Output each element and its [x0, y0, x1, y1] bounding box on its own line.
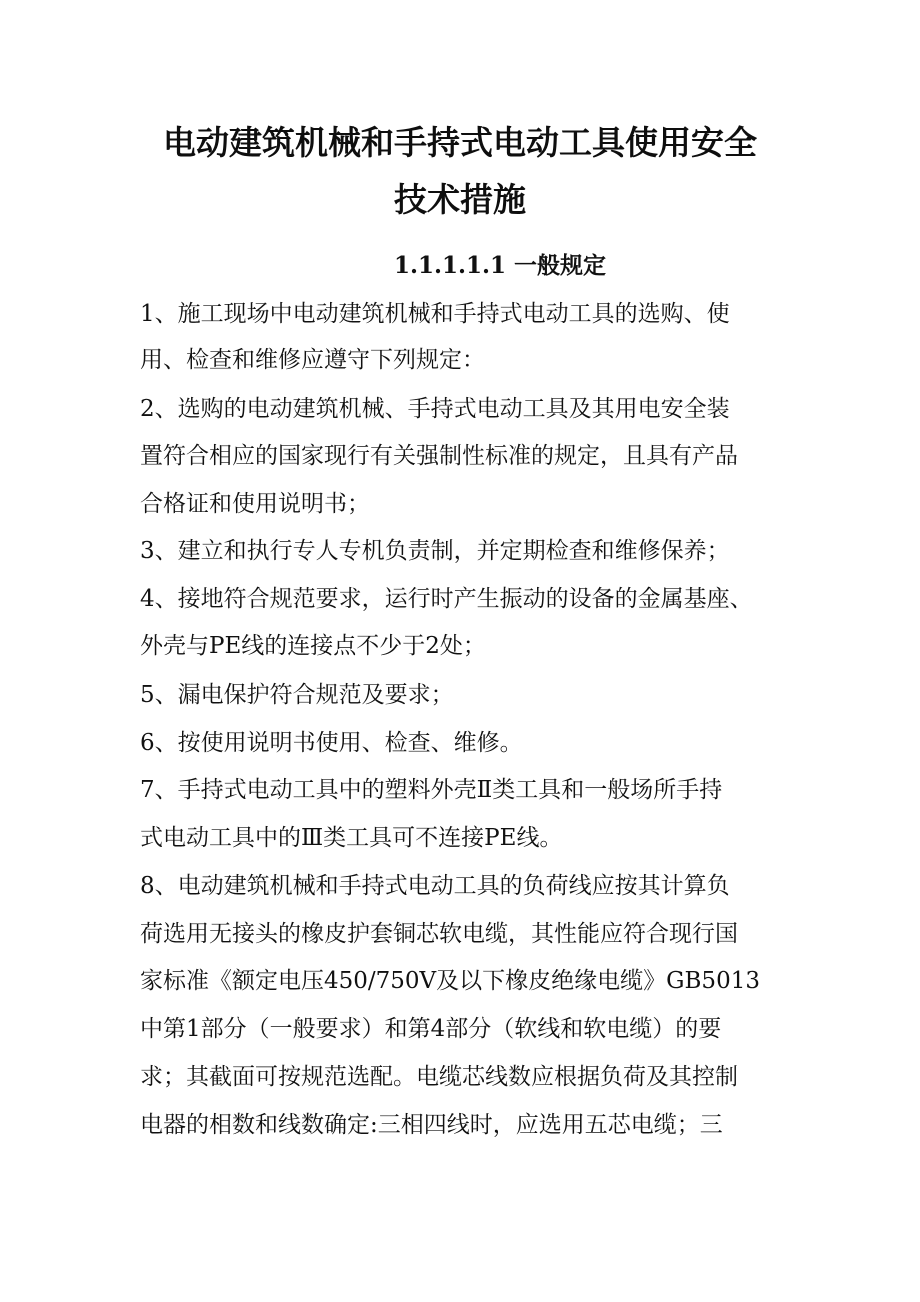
body-line-4: 置符合相应的国家现行有关强制性标准的规定，且具有产品 [140, 443, 738, 469]
body-line-2: 用、检查和维修应遵守下列规定： [140, 347, 485, 373]
body-line-7: 4、接地符合规范要求，运行时产生振动的设备的金属基座、 [140, 586, 753, 612]
section-heading: 1.1.1.1.1 一般规定 [393, 252, 607, 279]
body-line-16: 中第1部分（一般要求）和第4部分（软线和软电缆）的要 [140, 1016, 722, 1042]
body-line-6: 3、建立和执行专人专机负责制，并定期检查和维修保养； [140, 538, 730, 564]
body-line-11: 7、手持式电动工具中的塑料外壳Ⅱ类工具和一般场所手持 [140, 777, 723, 803]
body-line-13: 8、电动建筑机械和手持式电动工具的负荷线应按其计算负 [140, 873, 730, 899]
document-title-line-1: 电动建筑机械和手持式电动工具使用安全 [163, 123, 757, 162]
body-line-15: 家标准《额定电压450/750V及以下橡皮绝缘电缆》GB5013 [140, 968, 760, 994]
document-title-line-2: 技术措施 [394, 180, 526, 219]
body-line-14: 荷选用无接头的橡皮护套铜芯软电缆，其性能应符合现行国 [140, 921, 738, 947]
body-line-18: 电器的相数和线数确定:三相四线时，应选用五芯电缆；三 [140, 1112, 723, 1138]
body-line-9: 5、漏电保护符合规范及要求； [140, 682, 454, 708]
body-line-1: 1、施工现场中电动建筑机械和手持式电动工具的选购、使 [140, 301, 730, 327]
body-line-3: 2、选购的电动建筑机械、手持式电动工具及其用电安全装 [140, 396, 730, 422]
body-line-5: 合格证和使用说明书； [140, 491, 370, 517]
body-line-8: 外壳与PE线的连接点不少于2处； [140, 633, 486, 659]
body-line-17: 求；其截面可按规范选配。电缆芯线数应根据负荷及其控制 [140, 1064, 738, 1090]
body-line-10: 6、按使用说明书使用、检查、维修。 [140, 730, 523, 756]
body-line-12: 式电动工具中的Ⅲ类工具可不连接PE线。 [140, 825, 563, 851]
